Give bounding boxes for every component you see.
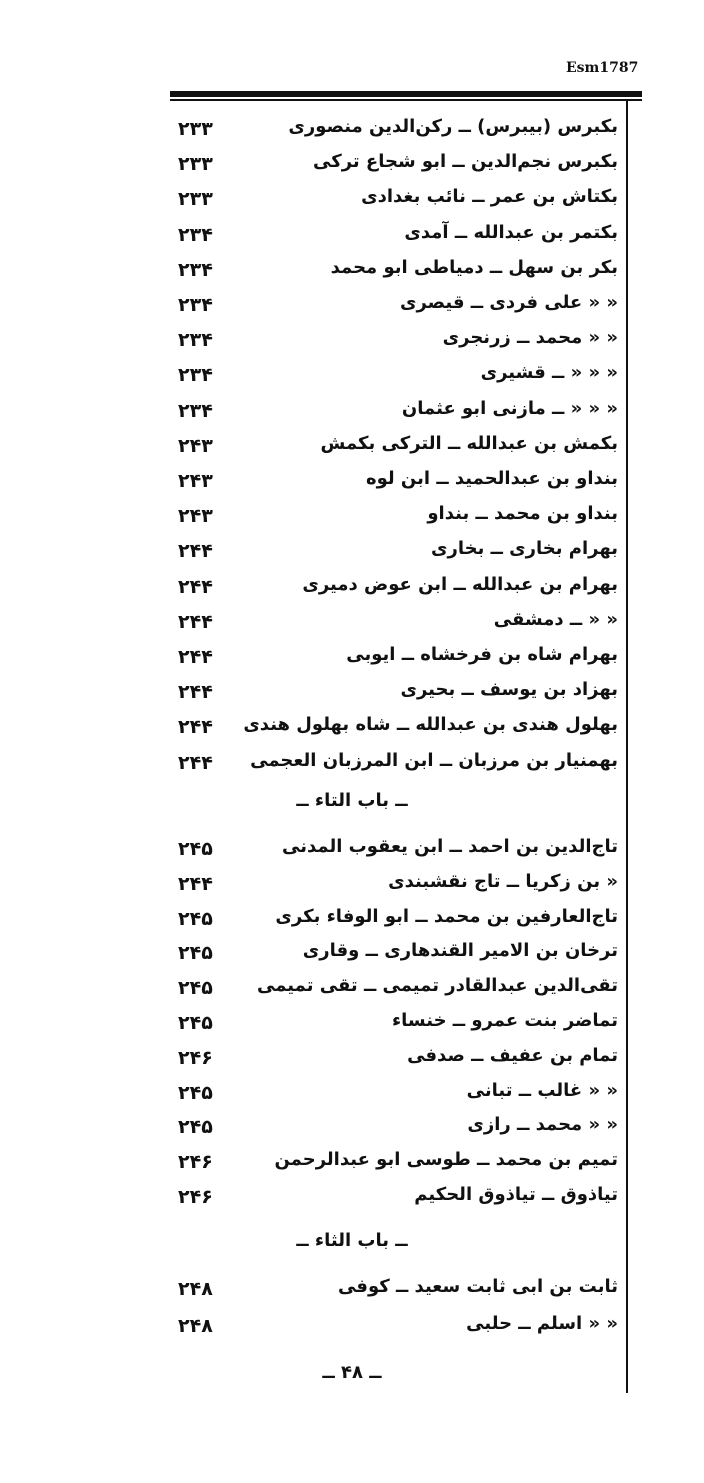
entry-page-number: ۲۳۴ [178, 223, 213, 246]
index-entry-row [0, 1112, 704, 1146]
entry-name: تمیم بن محمد ــ طوسی ابو عبدالرحمن [274, 1149, 618, 1171]
entry-name: « « محمد ــ رازی [467, 1114, 618, 1136]
index-entry-row [0, 184, 704, 218]
entry-page-number: ۲۴۵ [178, 907, 213, 930]
index-entry-row [0, 1311, 704, 1345]
entry-page-number: ۲۳۳ [178, 153, 213, 176]
entry-page-number: ۲۴۴ [178, 751, 213, 774]
entry-name: بهمنیار بن مرزبان ــ ابن المرزبان العجمی [250, 749, 618, 771]
entry-name: « « اسلم ــ حلبی [466, 1313, 618, 1334]
entry-name: بکر بن سهل ــ دمیاطی ابو محمد [330, 256, 618, 278]
entry-name: ثابت بن ابی ثابت سعید ــ کوفی [337, 1276, 618, 1297]
entry-name: « « علی فردی ــ قیصری [399, 292, 618, 313]
index-entry-row [0, 536, 704, 570]
index-entry-row [0, 466, 704, 500]
page-number-footer: ــ ۴۸ ــ [322, 1362, 382, 1383]
section-heading-ta: ــ باب التاء ــ [296, 790, 408, 811]
index-entry-row [0, 1274, 704, 1308]
index-entry-row [0, 677, 704, 711]
entry-page-number: ۲۴۸ [178, 1278, 213, 1300]
index-entry-row [0, 1147, 704, 1181]
index-entry-row [0, 712, 704, 746]
entry-page-number: ۲۳۴ [178, 329, 213, 352]
index-entry-row [0, 748, 704, 782]
entry-name: تاج‌العارفین بن محمد ــ ابو الوفاء بکری [275, 905, 618, 927]
entry-name: « « محمد ــ زرنجری [442, 327, 618, 349]
index-entry-row [0, 1043, 704, 1077]
entry-name: بهرام شاه بن فرخشاه ــ ایوبی [346, 644, 618, 665]
entry-page-number: ۲۴۳ [178, 434, 213, 457]
entry-name: « « غالب ــ تبانی [466, 1079, 618, 1101]
entry-name: بهزاد بن یوسف ــ بحیری [400, 679, 618, 701]
entry-page-number: ۲۴۶ [178, 1151, 213, 1174]
section-heading-tha: ــ باب الثاء ــ [296, 1230, 408, 1251]
entry-name: بکتمر بن عبدالله ــ آمدی [404, 221, 618, 243]
entry-page-number: ۲۴۴ [178, 716, 213, 739]
entry-page-number: ۲۴۴ [178, 575, 213, 598]
entry-page-number: ۲۴۶ [178, 1186, 213, 1208]
entry-page-number: ۲۳۳ [178, 188, 213, 211]
index-entry-row [0, 1008, 704, 1042]
index-entry-row [0, 290, 704, 324]
entry-page-number: ۲۳۴ [178, 294, 213, 316]
index-entry-row [0, 1078, 704, 1112]
entry-name: ترخان بن الامیر القندهاری ــ وقاری [302, 940, 618, 962]
index-entry-row [0, 149, 704, 183]
entry-name: تقی‌الدین عبدالقادر تمیمی ــ تقی تمیمی [257, 975, 618, 997]
entry-name: بکبرس (بیبرس) ــ رکن‌الدین منصوری [288, 116, 618, 137]
entry-page-number: ۲۴۳ [178, 505, 213, 528]
entry-page-number: ۲۴۵ [178, 977, 213, 1000]
entry-page-number: ۲۴۳ [178, 470, 213, 492]
index-entry-row [0, 501, 704, 535]
entry-name: « بن زکریا ــ تاج نقشبندی [388, 870, 618, 892]
entry-name: بنداو بن عبدالحمید ــ ابن لوه [365, 468, 618, 489]
index-entry-row [0, 869, 704, 903]
index-entry-row [0, 255, 704, 289]
entry-page-number: ۲۴۴ [178, 540, 213, 563]
entry-name: بکبرس نجم‌الدین ــ ابو شجاع ترکی [313, 151, 618, 173]
entry-name: بکمش بن عبدالله ــ الترکی بکمش [320, 432, 618, 454]
index-entry-row [0, 360, 704, 394]
header-rule-thick [170, 91, 642, 97]
index-entry-row [0, 904, 704, 938]
entry-page-number: ۲۴۴ [178, 610, 213, 633]
entry-page-number: ۲۴۵ [178, 1116, 213, 1139]
entry-page-number: ۲۴۴ [178, 646, 213, 668]
entry-name: بهلول هندی بن عبدالله ــ شاه بهلول هندی [243, 714, 618, 736]
entry-name: بنداو بن محمد ــ بنداو [427, 503, 618, 525]
entry-page-number: ۲۴۵ [178, 1081, 213, 1104]
index-entry-row [0, 642, 704, 676]
entry-page-number: ۲۴۵ [178, 942, 213, 965]
index-entry-row [0, 114, 704, 148]
entry-page-number: ۲۴۶ [178, 1046, 213, 1069]
entry-name: بکتاش بن عمر ــ نائب بغدادی [361, 186, 618, 208]
entry-page-number: ۲۴۴ [178, 872, 213, 895]
entry-page-number: ۲۴۵ [178, 1012, 213, 1034]
entry-page-number: ۲۳۴ [178, 258, 213, 281]
entry-name: « « « ــ مازنی ابو عثمان [401, 397, 618, 419]
entry-name: تاج‌الدین بن احمد ــ ابن یعقوب المدنی [282, 836, 618, 857]
entry-name: تیاذوق ــ تیاذوق الحکیم [414, 1184, 618, 1205]
index-entry-row [0, 607, 704, 641]
entry-name: بهرام بن عبدالله ــ ابن عوض دمیری [302, 573, 618, 595]
index-entry-row [0, 220, 704, 254]
entry-page-number: ۲۴۸ [178, 1315, 213, 1337]
entry-page-number: ۲۴۵ [178, 838, 213, 860]
index-entry-row [0, 572, 704, 606]
index-entry-row [0, 431, 704, 465]
entry-name: بهرام بخاری ــ بخاری [430, 538, 618, 560]
entry-page-number: ۲۳۳ [178, 118, 213, 140]
entry-page-number: ۲۳۴ [178, 364, 213, 387]
header-rule-thin [170, 99, 642, 101]
entry-name: تمام بن عفیف ــ صدفی [407, 1044, 618, 1066]
entry-name: « « ــ دمشقی [493, 608, 618, 630]
index-entry-row [0, 973, 704, 1007]
index-entry-row [0, 1182, 704, 1216]
entry-name: تماضر بنت عمرو ــ خنساء [391, 1010, 618, 1031]
entry-name: « « « ــ قشیری [480, 362, 618, 384]
index-entry-row [0, 396, 704, 430]
index-entry-row [0, 938, 704, 972]
header-code: Esm1787 [566, 60, 639, 76]
index-entry-row [0, 834, 704, 868]
entry-page-number: ۲۳۴ [178, 399, 213, 422]
index-entry-row [0, 325, 704, 359]
entry-page-number: ۲۴۴ [178, 681, 213, 704]
